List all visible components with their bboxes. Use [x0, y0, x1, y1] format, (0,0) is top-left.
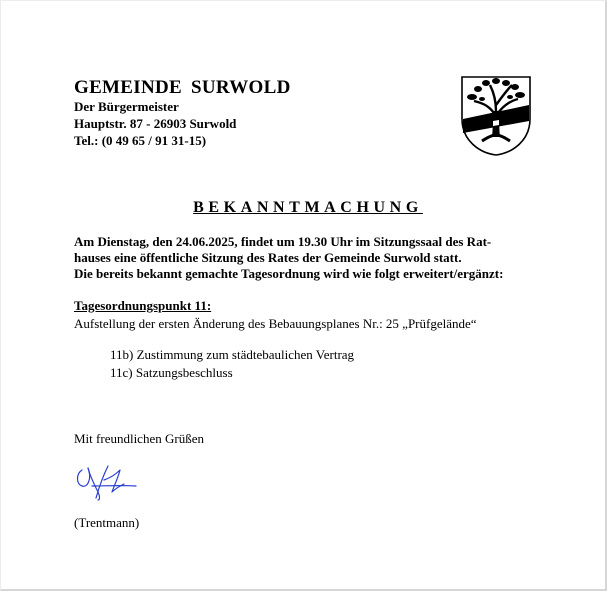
- address-line: Hauptstr. 87 - 26903 Surwold: [74, 116, 237, 131]
- coat-of-arms-icon: [460, 75, 532, 157]
- closing-greeting: Mit freundlichen Grüßen: [74, 431, 204, 446]
- agenda-item-heading: Tagesordnungspunkt 11:: [74, 298, 212, 313]
- department-name: Der Bürgermeister: [74, 99, 179, 114]
- intro-line-3: Die bereits bekannt gemachte Tagesordnung wird wie folgt erweitert/ergänzt:: [74, 266, 504, 281]
- agenda-subitem: 11c) Satzungsbeschluss: [110, 365, 233, 380]
- intro-line-1: Am Dienstag, den 24.06.2025, findet um 19.30 Uhr im Sitzungssaal des Rat-: [74, 234, 492, 249]
- handwritten-signature: [74, 460, 144, 502]
- agenda-subitem: 11b) Zustimmung zum städtebaulichen Vertrag: [110, 347, 355, 362]
- announcement-headline: BEKANNTMACHUNG: [193, 199, 423, 216]
- intro-line-2: hauses eine öffentliche Sitzung des Rates der Gemeinde Surwold statt.: [74, 250, 462, 265]
- organization-name: GEMEINDE SURWOLD: [74, 77, 291, 98]
- signer-name: (Trentmann): [74, 515, 140, 530]
- phone-line: Tel.: (0 49 65 / 91 31-15): [74, 133, 207, 148]
- agenda-item-description: Aufstellung der ersten Änderung des Bebauungsplanes Nr.: 25 „Prüfgelände“: [74, 316, 477, 331]
